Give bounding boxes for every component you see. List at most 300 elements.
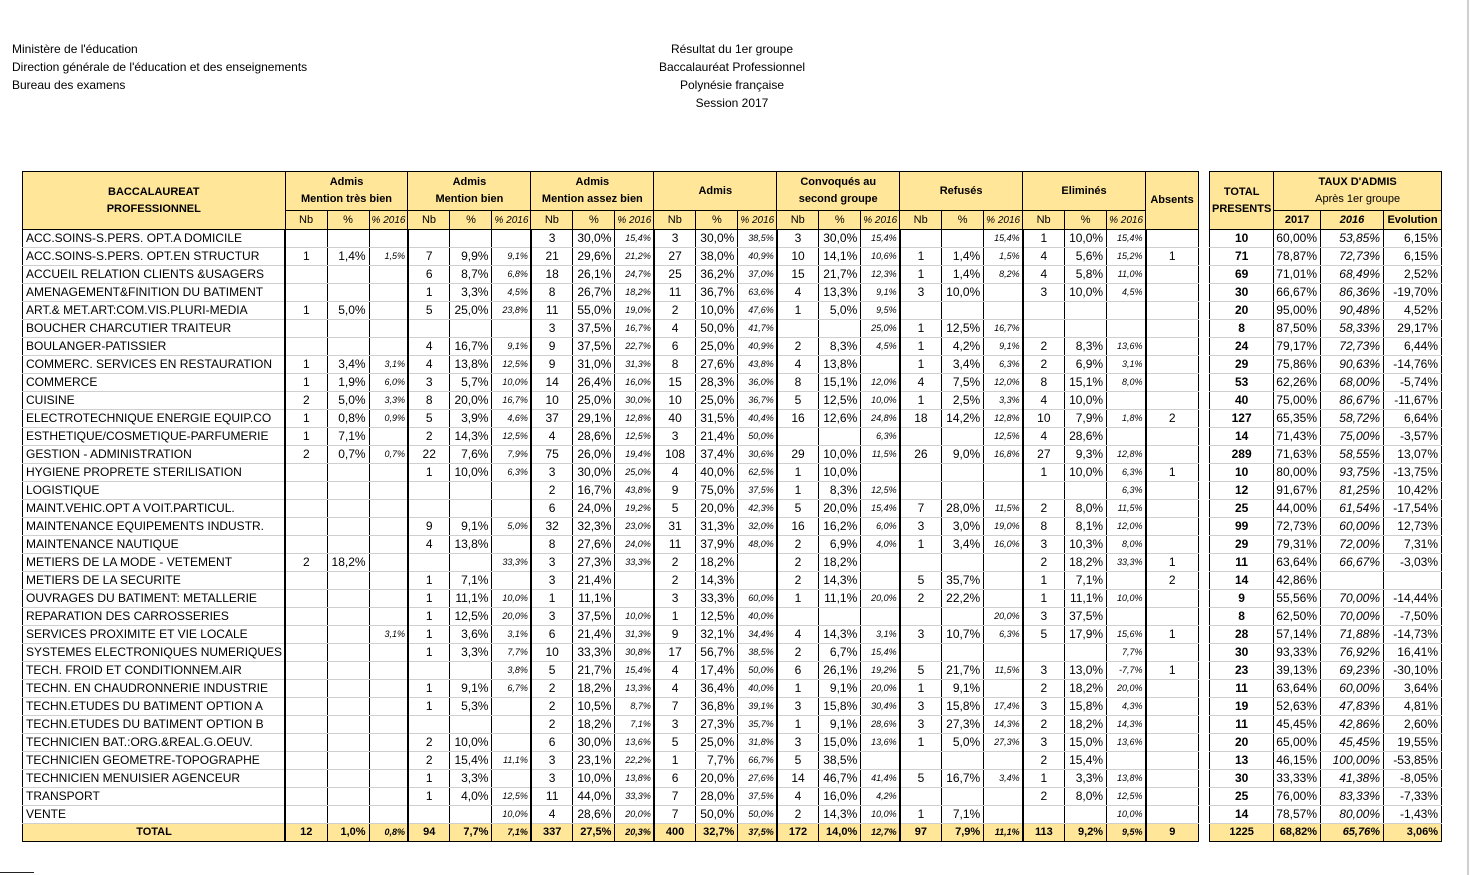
- table-cell: 28,6%: [573, 806, 615, 824]
- table-cell: [1146, 356, 1199, 374]
- table-cell: 94: [408, 824, 450, 842]
- evolution-cell: 13,07%: [1384, 446, 1442, 464]
- table-cell: 8,0%: [1065, 788, 1107, 806]
- table-cell: 15,1%: [819, 374, 861, 392]
- table-cell: 3: [1023, 608, 1065, 626]
- rate-2016-cell: 58,55%: [1321, 446, 1384, 464]
- table-cell: 3: [900, 284, 942, 302]
- table-cell: [369, 590, 408, 608]
- table-cell: [450, 806, 492, 824]
- table-cell: 37,5%: [738, 788, 777, 806]
- rates-row: [1210, 500, 1442, 518]
- pct2016-header: % 2016: [738, 211, 777, 230]
- table-cell: 4,5%: [492, 284, 531, 302]
- table-cell: 5,3%: [450, 698, 492, 716]
- table-cell: 1: [1023, 464, 1065, 482]
- table-cell: 16,0%: [984, 536, 1023, 554]
- evolution-cell: -7,33%: [1384, 788, 1442, 806]
- table-cell: 3,3%: [369, 392, 408, 410]
- table-cell: 108: [654, 446, 696, 464]
- sheet-edge: [1467, 0, 1469, 875]
- table-cell: 1: [285, 410, 327, 428]
- table-cell: 1: [408, 644, 450, 662]
- table-cell: [327, 572, 369, 590]
- table-cell: [369, 752, 408, 770]
- table-cell: [327, 788, 369, 806]
- rates-row: [1210, 446, 1442, 464]
- presents-cell: 71: [1210, 248, 1274, 266]
- table-cell: 6,0%: [369, 374, 408, 392]
- rate-2017-cell: 57,14%: [1274, 626, 1321, 644]
- table-cell: 12,8%: [984, 410, 1023, 428]
- table-cell: 5,0%: [942, 734, 984, 752]
- table-cell: [942, 644, 984, 662]
- table-cell: [942, 554, 984, 572]
- table-cell: 12,5%: [492, 428, 531, 446]
- table-cell: 18,2%: [327, 554, 369, 572]
- row-label: TOTAL: [23, 824, 286, 842]
- table-cell: 5: [408, 410, 450, 428]
- table-cell: 3,3%: [1065, 770, 1107, 788]
- table-cell: [369, 500, 408, 518]
- table-cell: 1: [1146, 464, 1199, 482]
- table-cell: 4: [1023, 248, 1065, 266]
- table-cell: 21,4%: [573, 626, 615, 644]
- table-cell: [285, 230, 327, 248]
- table-cell: 5: [900, 770, 942, 788]
- table-cell: 16,7%: [492, 392, 531, 410]
- table-cell: [1146, 482, 1199, 500]
- table-cell: [492, 320, 531, 338]
- presents-cell: 40: [1210, 392, 1274, 410]
- table-cell: 12,5%: [450, 608, 492, 626]
- table-cell: 41,7%: [738, 320, 777, 338]
- table-cell: 15,0%: [1065, 734, 1107, 752]
- pct2016-header: % 2016: [615, 211, 654, 230]
- table-row: [23, 410, 1199, 428]
- table-cell: 3: [654, 230, 696, 248]
- table-cell: [285, 320, 327, 338]
- table-cell: 15,0%: [819, 734, 861, 752]
- table-cell: [369, 302, 408, 320]
- table-cell: 18,2%: [573, 680, 615, 698]
- table-cell: [1146, 788, 1199, 806]
- table-cell: 10: [531, 392, 573, 410]
- table-cell: 14,1%: [819, 248, 861, 266]
- table-cell: 9,5%: [1107, 824, 1146, 842]
- table-cell: 18,2%: [1065, 554, 1107, 572]
- results-table: [22, 171, 1199, 842]
- presents-cell: 30: [1210, 644, 1274, 662]
- table-cell: 1: [900, 266, 942, 284]
- table-row: [23, 716, 1199, 734]
- table-cell: 28,0%: [942, 500, 984, 518]
- table-cell: [408, 716, 450, 734]
- table-cell: 3: [1023, 536, 1065, 554]
- table-cell: 10: [531, 644, 573, 662]
- table-cell: [1065, 320, 1107, 338]
- table-cell: 4: [654, 320, 696, 338]
- table-cell: 6: [408, 266, 450, 284]
- table-cell: 7,9%: [942, 824, 984, 842]
- table-cell: 31,0%: [573, 356, 615, 374]
- table-cell: 56,7%: [696, 644, 738, 662]
- rates-row: [1210, 266, 1442, 284]
- row-label: TECHN. EN CHAUDRONNERIE INDUSTRIE: [23, 680, 286, 698]
- evolution-cell: -3,57%: [1384, 428, 1442, 446]
- rate-2017-cell: 68,82%: [1274, 824, 1321, 842]
- table-cell: 4: [777, 284, 819, 302]
- table-cell: 16,0%: [819, 788, 861, 806]
- table-cell: [369, 806, 408, 824]
- table-cell: 1: [408, 284, 450, 302]
- table-cell: 10,0%: [492, 374, 531, 392]
- table-cell: 27: [1023, 446, 1065, 464]
- header-left: [12, 40, 307, 94]
- table-cell: 11,5%: [984, 500, 1023, 518]
- table-cell: 3: [531, 554, 573, 572]
- table-cell: [1023, 644, 1065, 662]
- table-cell: [861, 572, 900, 590]
- table-cell: 1: [900, 338, 942, 356]
- table-cell: 3: [900, 626, 942, 644]
- table-cell: 21,2%: [615, 248, 654, 266]
- table-cell: 12: [285, 824, 327, 842]
- table-cell: 2: [531, 482, 573, 500]
- table-cell: 11,1%: [1065, 590, 1107, 608]
- table-cell: 9,1%: [819, 680, 861, 698]
- table-cell: [285, 464, 327, 482]
- table-cell: 17,4%: [696, 662, 738, 680]
- table-row: [23, 572, 1199, 590]
- table-row: [23, 806, 1199, 824]
- evolution-cell: 6,64%: [1384, 410, 1442, 428]
- table-cell: [327, 230, 369, 248]
- table-cell: [285, 500, 327, 518]
- table-cell: [900, 644, 942, 662]
- rates-row: [1210, 356, 1442, 374]
- presents-cell: 10: [1210, 230, 1274, 248]
- table-cell: 12,8%: [1107, 446, 1146, 464]
- table-cell: 14: [777, 770, 819, 788]
- table-row: [23, 608, 1199, 626]
- table-cell: 8: [777, 374, 819, 392]
- table-cell: [492, 230, 531, 248]
- table-cell: [369, 788, 408, 806]
- table-cell: 18,2%: [615, 284, 654, 302]
- table-cell: 13,3%: [819, 284, 861, 302]
- rate-2016-cell: 75,00%: [1321, 428, 1384, 446]
- table-cell: 13,6%: [1107, 338, 1146, 356]
- rates-total-row: [1210, 824, 1442, 842]
- evolution-cell: 6,44%: [1384, 338, 1442, 356]
- row-label: HYGIENE PROPRETE STERILISATION: [23, 464, 286, 482]
- table-cell: 7,9%: [1065, 410, 1107, 428]
- table-cell: 31: [654, 518, 696, 536]
- table-cell: 2: [654, 554, 696, 572]
- table-cell: 32,3%: [573, 518, 615, 536]
- group-header: Admis Mention très bien: [285, 172, 408, 211]
- table-cell: 37,4%: [696, 446, 738, 464]
- table-cell: 5: [777, 752, 819, 770]
- table-cell: 1: [1146, 554, 1199, 572]
- col-2017: 2017: [1274, 211, 1321, 230]
- table-cell: 3: [408, 374, 450, 392]
- table-cell: 15: [654, 374, 696, 392]
- table-cell: [1065, 644, 1107, 662]
- table-cell: 1,8%: [1107, 410, 1146, 428]
- table-cell: 2: [1023, 500, 1065, 518]
- table-cell: 3: [531, 320, 573, 338]
- table-cell: 12,7%: [861, 824, 900, 842]
- rate-2017-cell: 52,63%: [1274, 698, 1321, 716]
- table-cell: 50,0%: [696, 320, 738, 338]
- table-cell: 15: [777, 266, 819, 284]
- table-cell: 4,0%: [450, 788, 492, 806]
- table-cell: 1: [777, 464, 819, 482]
- table-cell: 6: [531, 734, 573, 752]
- rate-2016-cell: 76,92%: [1321, 644, 1384, 662]
- table-cell: [1146, 338, 1199, 356]
- absents-header: Absents: [1146, 172, 1199, 230]
- row-label: METIERS DE LA SECURITE: [23, 572, 286, 590]
- bottom-mark: [0, 872, 34, 873]
- table-cell: 3: [900, 518, 942, 536]
- rate-2016-cell: 80,00%: [1321, 806, 1384, 824]
- table-cell: 1: [777, 482, 819, 500]
- rates-row: [1210, 626, 1442, 644]
- table-row: [23, 788, 1199, 806]
- table-cell: 25,0%: [573, 392, 615, 410]
- table-cell: 9: [408, 518, 450, 536]
- table-cell: [369, 320, 408, 338]
- rate-2017-cell: 87,50%: [1274, 320, 1321, 338]
- row-label: METIERS DE LA MODE - VETEMENT: [23, 554, 286, 572]
- exam-name: Baccalauréat Professionnel: [658, 60, 806, 74]
- table-cell: [1146, 518, 1199, 536]
- rate-2016-cell: 72,73%: [1321, 248, 1384, 266]
- table-cell: [942, 428, 984, 446]
- table-cell: 16: [777, 518, 819, 536]
- table-cell: 8,2%: [984, 266, 1023, 284]
- nb-header: Nb: [285, 211, 327, 230]
- table-cell: 4: [531, 806, 573, 824]
- table-cell: 9,9%: [450, 248, 492, 266]
- table-cell: 15,1%: [1065, 374, 1107, 392]
- table-cell: 31,3%: [696, 518, 738, 536]
- table-cell: 1: [777, 716, 819, 734]
- table-cell: 3,4%: [984, 770, 1023, 788]
- presents-cell: 1225: [1210, 824, 1274, 842]
- table-cell: 2: [408, 428, 450, 446]
- table-cell: [369, 554, 408, 572]
- table-cell: 2: [777, 572, 819, 590]
- table-cell: 37,5%: [1065, 608, 1107, 626]
- rate-2017-cell: 45,45%: [1274, 716, 1321, 734]
- table-cell: 1: [900, 806, 942, 824]
- table-cell: 39,1%: [738, 698, 777, 716]
- table-cell: 4,3%: [1107, 698, 1146, 716]
- table-cell: 10: [1023, 410, 1065, 428]
- table-cell: 36,7%: [738, 392, 777, 410]
- table-cell: 27,5%: [573, 824, 615, 842]
- table-cell: 33,3%: [615, 554, 654, 572]
- rates-row: [1210, 374, 1442, 392]
- table-cell: 3: [1023, 284, 1065, 302]
- table-cell: 12,5%: [492, 788, 531, 806]
- presents-cell: 23: [1210, 662, 1274, 680]
- table-cell: 2: [531, 680, 573, 698]
- table-cell: 15,4%: [861, 230, 900, 248]
- table-cell: [1146, 644, 1199, 662]
- table-cell: [369, 734, 408, 752]
- table-cell: 10,0%: [492, 806, 531, 824]
- rate-2017-cell: 75,00%: [1274, 392, 1321, 410]
- table-cell: [327, 482, 369, 500]
- row-label: AMENAGEMENT&FINITION DU BATIMENT: [23, 284, 286, 302]
- table-cell: [1146, 428, 1199, 446]
- table-cell: 12,0%: [1107, 518, 1146, 536]
- table-cell: 12,0%: [984, 374, 1023, 392]
- table-cell: 10,0%: [942, 284, 984, 302]
- row-label: ACC.SOINS-S.PERS. OPT.EN STRUCTUR: [23, 248, 286, 266]
- rate-2017-cell: 42,86%: [1274, 572, 1321, 590]
- table-cell: 36,0%: [738, 374, 777, 392]
- presents-cell: 14: [1210, 572, 1274, 590]
- table-cell: 3,6%: [450, 626, 492, 644]
- presents-cell: 99: [1210, 518, 1274, 536]
- table-cell: 6: [531, 626, 573, 644]
- table-cell: 22: [408, 446, 450, 464]
- table-cell: 26,1%: [573, 266, 615, 284]
- table-cell: 32,0%: [738, 518, 777, 536]
- row-label: TECH. FROID ET CONDITIONNEM.AIR: [23, 662, 286, 680]
- table-cell: 0,8%: [327, 410, 369, 428]
- table-cell: 41,4%: [861, 770, 900, 788]
- table-cell: 50,0%: [738, 806, 777, 824]
- table-cell: [942, 302, 984, 320]
- table-cell: 9,3%: [1065, 446, 1107, 464]
- table-cell: 34,4%: [738, 626, 777, 644]
- table-cell: 0,9%: [369, 410, 408, 428]
- table-cell: 4: [654, 464, 696, 482]
- table-cell: [327, 734, 369, 752]
- table-cell: [327, 464, 369, 482]
- table-cell: 3: [531, 770, 573, 788]
- table-cell: 4,0%: [861, 536, 900, 554]
- rates-row: [1210, 734, 1442, 752]
- rate-2017-cell: 72,73%: [1274, 518, 1321, 536]
- table-cell: [1023, 806, 1065, 824]
- table-cell: [1146, 716, 1199, 734]
- table-cell: 36,4%: [696, 680, 738, 698]
- table-cell: 9,2%: [1065, 824, 1107, 842]
- table-cell: 3,4%: [327, 356, 369, 374]
- table-cell: 6: [531, 500, 573, 518]
- table-cell: 11,1%: [984, 824, 1023, 842]
- table-cell: [492, 770, 531, 788]
- table-cell: [327, 266, 369, 284]
- table-cell: 0,7%: [369, 446, 408, 464]
- table-row: [23, 248, 1199, 266]
- rate-2017-cell: 65,35%: [1274, 410, 1321, 428]
- table-cell: 37: [531, 410, 573, 428]
- rate-2016-cell: 53,85%: [1321, 230, 1384, 248]
- table-cell: [285, 626, 327, 644]
- table-cell: 3: [777, 230, 819, 248]
- table-cell: [369, 770, 408, 788]
- table-cell: 7,1%: [615, 716, 654, 734]
- evolution-cell: -5,74%: [1384, 374, 1442, 392]
- table-cell: 40: [654, 410, 696, 428]
- table-cell: [408, 662, 450, 680]
- table-cell: 30,0%: [615, 392, 654, 410]
- table-cell: 42,3%: [738, 500, 777, 518]
- row-label: SERVICES PROXIMITE ET VIE LOCALE: [23, 626, 286, 644]
- table-cell: 11,5%: [1107, 500, 1146, 518]
- table-cell: 1: [408, 788, 450, 806]
- table-cell: 21,7%: [942, 662, 984, 680]
- table-cell: 30,0%: [573, 230, 615, 248]
- table-cell: 3,1%: [1107, 356, 1146, 374]
- table-row: [23, 302, 1199, 320]
- table-cell: [450, 482, 492, 500]
- table-cell: [327, 662, 369, 680]
- table-cell: 1,4%: [942, 266, 984, 284]
- presents-cell: 28: [1210, 626, 1274, 644]
- table-cell: 26,7%: [573, 284, 615, 302]
- table-cell: 6,8%: [492, 266, 531, 284]
- table-cell: 15,8%: [942, 698, 984, 716]
- table-cell: 3,0%: [942, 518, 984, 536]
- table-cell: 2: [777, 806, 819, 824]
- table-cell: 9,1%: [450, 518, 492, 536]
- table-cell: 17,9%: [1065, 626, 1107, 644]
- table-cell: 4: [531, 428, 573, 446]
- table-cell: 3: [900, 716, 942, 734]
- table-cell: 2: [1146, 410, 1199, 428]
- row-label: ACC.SOINS-S.PERS. OPT.A DOMICILE: [23, 230, 286, 248]
- table-cell: 11,1%: [819, 590, 861, 608]
- table-cell: [1107, 392, 1146, 410]
- table-cell: [285, 482, 327, 500]
- table-cell: 40,0%: [696, 464, 738, 482]
- pct2016-header: % 2016: [492, 211, 531, 230]
- table-cell: 6,3%: [861, 428, 900, 446]
- table-cell: 33,3%: [696, 590, 738, 608]
- table-cell: 8,0%: [1065, 500, 1107, 518]
- table-cell: 3,3%: [450, 770, 492, 788]
- table-cell: 7: [654, 806, 696, 824]
- rate-2016-cell: 41,38%: [1321, 770, 1384, 788]
- table-cell: 1: [1023, 572, 1065, 590]
- table-cell: 10,0%: [861, 806, 900, 824]
- rate-2016-cell: [1321, 572, 1384, 590]
- table-cell: 15,2%: [1107, 248, 1146, 266]
- table-cell: 30,0%: [573, 734, 615, 752]
- table-cell: 6,9%: [1065, 356, 1107, 374]
- table-cell: [819, 320, 861, 338]
- table-cell: [1146, 770, 1199, 788]
- table-cell: 172: [777, 824, 819, 842]
- table-cell: 9: [654, 626, 696, 644]
- table-cell: 26,1%: [819, 662, 861, 680]
- table-cell: 31,3%: [615, 626, 654, 644]
- table-row: [23, 752, 1199, 770]
- table-cell: 13,8%: [450, 536, 492, 554]
- table-cell: 4: [408, 338, 450, 356]
- rate-2017-cell: 79,31%: [1274, 536, 1321, 554]
